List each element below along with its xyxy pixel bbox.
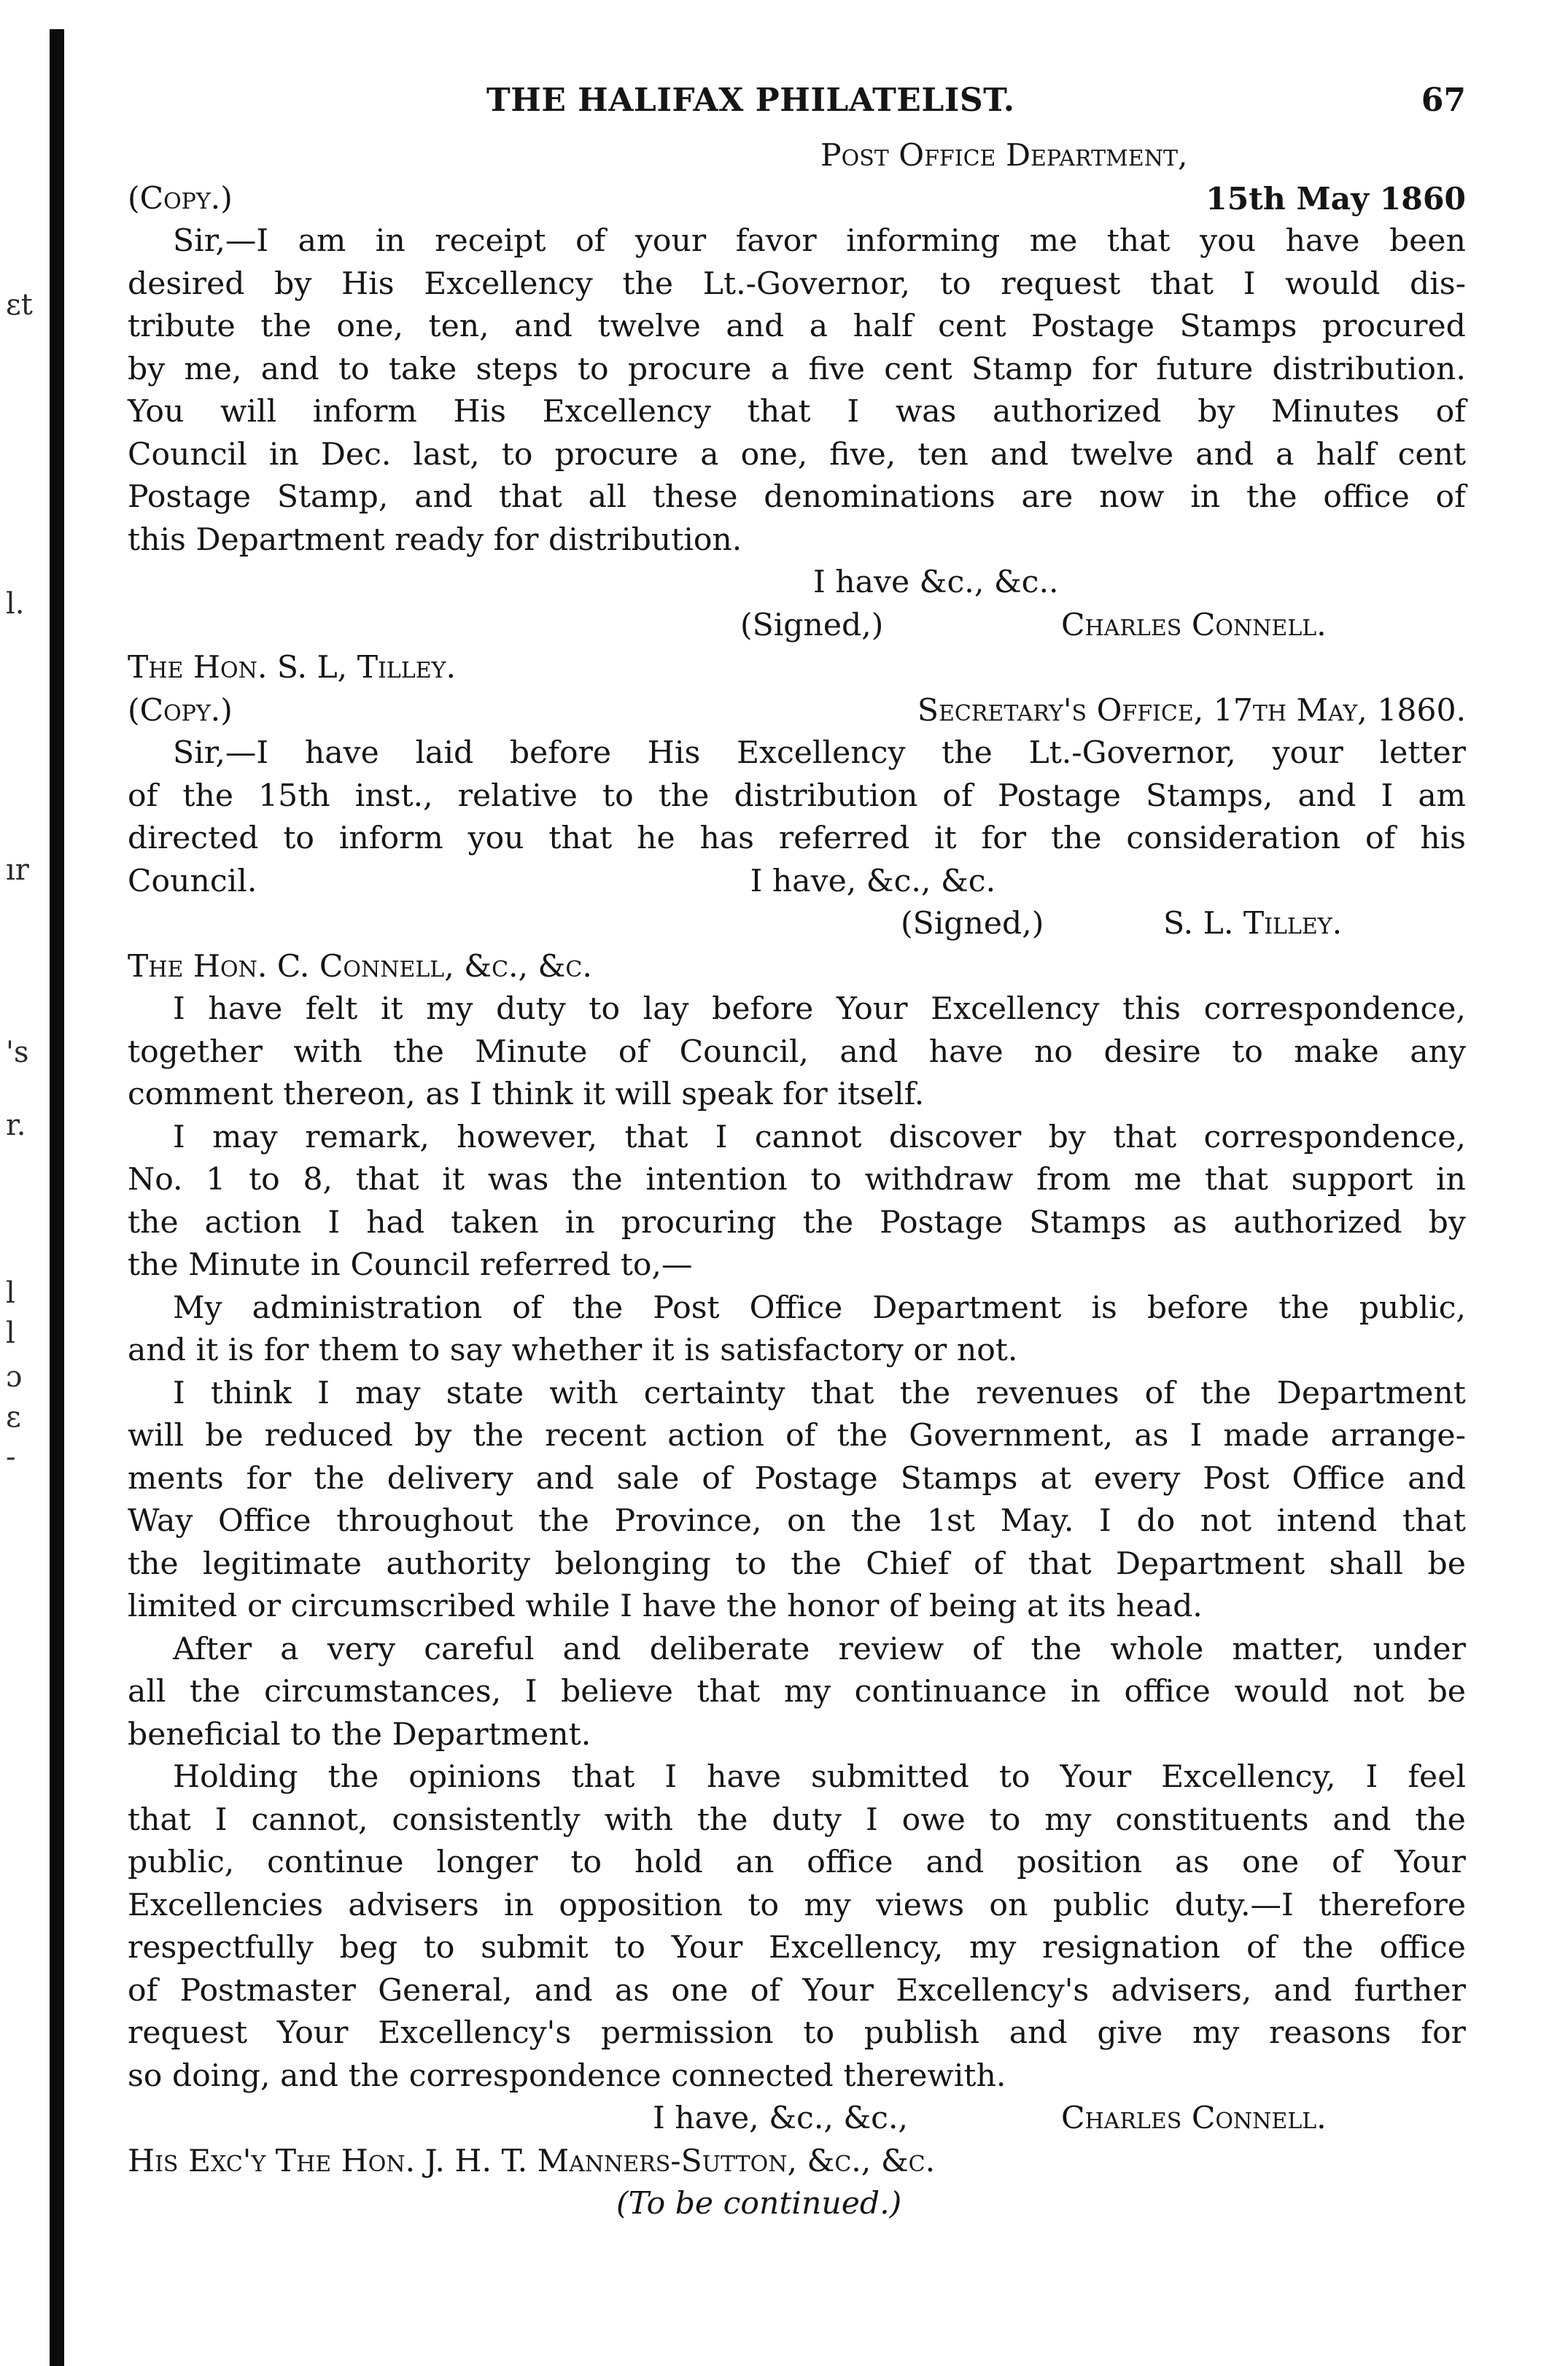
copy-label: (Copy.): [128, 180, 233, 217]
gutter-mark: l: [6, 1276, 15, 1310]
gutter-mark: l: [6, 1316, 15, 1350]
addressee-row: [128, 647, 1466, 690]
scan-binding-edge: [50, 29, 64, 2366]
text-line: tribute the one, ten, and twelve and a half cent Postage Stamps procured: [128, 309, 1466, 344]
letter-closing: I have &c., &c..: [813, 565, 1059, 600]
text-line: of Postmaster General, and as one of Your Excellency's advisers, and further: [128, 1972, 1466, 2009]
text-line: public, continue longer to hold an office and position as one of Your: [128, 1845, 1466, 1880]
text-line: the action I had taken in procuring the Postage Stamps as authorized by: [128, 1204, 1466, 1241]
paragraph: [128, 1117, 1466, 1287]
addressee-row: [128, 946, 1466, 989]
text-line: directed to inform you that he has referred it for the consideration of his: [128, 821, 1466, 856]
final-addressee-row: [128, 2141, 1466, 2184]
text-line: respectfully beg to submit to Your Excellency, my resignation of the office: [128, 1930, 1466, 1966]
signature-row: [128, 903, 1466, 946]
text-line: After a very careful and deliberate review of the whole matter, under: [173, 1631, 1466, 1667]
signature-row: [128, 605, 1466, 648]
gutter-mark: 's: [6, 1036, 29, 1069]
text-line: Council in Dec. last, to procure a one, five, ten and twelve and a half cent: [128, 436, 1466, 473]
text-line: Sir,—I have laid before His Excellency the Lt.-Governor, your letter: [173, 735, 1466, 771]
letter-one: [128, 135, 1466, 690]
final-signature: Charles Connell.: [1061, 2101, 1327, 2136]
gutter-mark: ır: [6, 853, 29, 887]
text-line: Postage Stamp, and that all these denominations are now in the office of: [128, 479, 1466, 515]
text-line: comment thereon, as I think it will speak for itself.: [128, 1077, 925, 1112]
text-line: so doing, and the correspondence connected therewith.: [128, 2057, 1006, 2094]
text-line: the legitimate authority belonging to the Chief of that Department shall be: [128, 1545, 1466, 1582]
paragraph: [128, 1629, 1466, 1757]
closing-row: [128, 562, 1466, 605]
addressee: The Hon. C. Connell, &c., &c.: [128, 948, 592, 985]
text-line: Council. I have, &c., &c.: [128, 861, 1466, 904]
signed-label: (Signed,): [901, 906, 1044, 942]
text-line: all the circumstances, I believe that my continuance in office would not be: [128, 1674, 1466, 1710]
signature: S. L. Tilley.: [1163, 906, 1343, 942]
text-line: that I cannot, consistently with the duty I owe to my constituents and the: [128, 1801, 1466, 1838]
final-addressee: His Exc'y The Hon. J. H. T. Manners-Sutton, &c., &c.: [128, 2143, 936, 2179]
text-line: limited or circumscribed while I have the honor of being at its head.: [128, 1589, 1203, 1624]
letter-date: 15th May 1860: [1206, 180, 1466, 217]
copy-date-row: [128, 178, 1466, 221]
running-head: [128, 69, 1466, 135]
text-line: Way Office throughout the Province, on the 1st May. I do not intend that: [128, 1503, 1466, 1539]
text-line: Sir,—I am in receipt of your favor informing me that you have been: [173, 223, 1466, 259]
gutter-mark: ɔ: [6, 1360, 23, 1394]
letter-heading-row: [128, 135, 1466, 178]
secretary-heading: Secretary's Office, 17th May, 1860.: [917, 692, 1466, 729]
text-line: I have felt it my duty to lay before Your Excellency this correspondence,: [173, 991, 1466, 1027]
gutter-mark: r.: [6, 1109, 26, 1142]
final-closing-row: [128, 2098, 1466, 2141]
signed-label: (Signed,): [740, 607, 884, 643]
text-line: will be reduced by the recent action of the Government, as I made arrange-: [128, 1418, 1466, 1454]
page-body: [128, 69, 1466, 2226]
text-line: this Department ready for distribution.: [128, 521, 742, 558]
gutter-mark: l.: [6, 587, 25, 621]
gutter-mark: -: [6, 1440, 16, 1474]
text-line: Excellencies advisers in opposition to my views on public duty.—I therefore: [128, 1887, 1466, 1923]
department-heading: Post Office Department,: [820, 138, 1188, 174]
text-line: No. 1 to 8, that it was the intention to withdraw from me that support in: [128, 1162, 1466, 1198]
to-be-continued: (To be continued.): [616, 2186, 902, 2222]
text-line: together with the Minute of Council, and have no desire to make any: [128, 1033, 1466, 1070]
paragraph: [128, 1287, 1466, 1373]
text-line: the Minute in Council referred to,—: [128, 1247, 693, 1283]
text-line: You will inform His Excellency that I was authorized by Minutes of: [128, 394, 1466, 430]
paragraph: [128, 988, 1466, 1117]
text-line: I may remark, however, that I cannot discover by that correspondence,: [173, 1119, 1466, 1155]
gutter-mark: ɛ: [6, 1400, 21, 1434]
text-line: of the 15th inst., relative to the distribution of Postage Stamps, and I am: [128, 777, 1466, 814]
text-line: and it is for them to say whether it is satisfactory or not.: [128, 1333, 1018, 1368]
letter-two: [128, 690, 1466, 989]
copy-label: (Copy.): [128, 692, 233, 729]
text-line: ments for the delivery and sale of Postage Stamps at every Post Office and: [128, 1460, 1466, 1497]
text-line: beneficial to the Department.: [128, 1716, 591, 1753]
signature: Charles Connell.: [1061, 607, 1327, 643]
page-number: 67: [1421, 82, 1466, 119]
text-line: I think I may state with certainty that the revenues of the Department: [173, 1375, 1466, 1411]
text-line: desired by His Excellency the Lt.-Governor, to request that I would dis-: [128, 265, 1466, 302]
addressee: The Hon. S. L, Tilley.: [128, 650, 456, 686]
text-line: by me, and to take steps to procure a five cent Stamp for future distribution.: [128, 351, 1466, 387]
paragraph: [128, 1373, 1466, 1629]
text-line: request Your Excellency's permission to publish and give my reasons for: [128, 2015, 1466, 2051]
gutter-fragments: [0, 0, 47, 2366]
copy-heading-row: [128, 690, 1466, 733]
letter-one-body: [128, 220, 1466, 562]
text-line: My administration of the Post Office Department is before the public,: [173, 1289, 1466, 1326]
final-closing: I have, &c., &c.,: [653, 2101, 909, 2136]
main-paragraphs: [128, 988, 1466, 2098]
paragraph: [128, 1756, 1466, 2098]
letter-two-body: [128, 732, 1466, 903]
text-line: Holding the opinions that I have submitted to Your Excellency, I feel: [173, 1759, 1466, 1795]
continued-row: [128, 2183, 1466, 2226]
letter-closing: I have, &c., &c.: [750, 863, 996, 899]
running-title: THE HALIFAX PHILATELIST.: [486, 82, 1015, 119]
gutter-mark: ɛt: [6, 288, 33, 322]
